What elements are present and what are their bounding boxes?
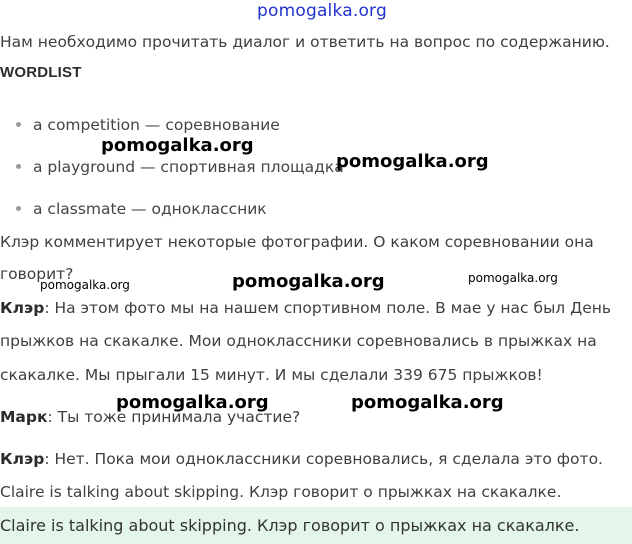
speaker-name: Клэр [0,299,45,317]
watermark: pomogalka.org [232,271,385,292]
watermark: pomogalka.org [336,151,489,172]
task-instruction: Нам необходимо прочитать диалог и ответить на вопрос по содержанию. [0,33,610,51]
dialog-text: : На этом фото мы на нашем спортивном поле. В мае у нас был День [44,299,612,317]
site-logo[interactable]: pomogalka.org [257,1,387,21]
speaker-name: Клэр [0,450,45,468]
dialog-line: прыжков на скакалке. Мои одноклассники соревновались в прыжках на [0,332,597,350]
wordlist-item-text: a playground — спортивная площадка [33,158,344,176]
bullet-icon [16,206,21,211]
wordlist-item [16,200,267,218]
wordlist-heading: WORDLIST [0,64,82,81]
wordlist-item-text: a classmate — одноклассник [33,200,267,218]
wordlist-item-text: a competition — соревнование [33,116,280,134]
wordlist-item [16,116,280,134]
dialog-line [0,450,603,468]
answer-highlight-text: Claire is talking about skipping. Клэр говорит о прыжках на скакалке. [0,516,580,535]
dialog-text: : Ты тоже принимала участие? [47,408,301,426]
question-line: говорит? [0,265,74,283]
watermark: pomogalka.org [40,278,130,292]
bullet-icon [16,164,21,169]
watermark: pomogalka.org [351,392,504,413]
bullet-icon [16,122,21,127]
dialog-text: : Нет. Пока мои одноклассники соревновались, я сделала это фото. [44,450,603,468]
wordlist-item [16,158,344,176]
speaker-name: Марк [0,408,48,426]
watermark: pomogalka.org [101,135,254,156]
watermark: pomogalka.org [468,271,558,285]
question-line: Клэр комментирует некоторые фотографии. О каком соревновании она [0,233,594,251]
dialog-line [0,299,611,317]
watermark: pomogalka.org [116,392,269,413]
dialog-line: скакалке. Мы прыгали 15 минут. И мы сделали 339 675 прыжков! [0,366,543,384]
answer-highlight [0,507,632,544]
answer-text: Claire is talking about skipping. Клэр говорит о прыжках на скакалке. [0,483,562,501]
